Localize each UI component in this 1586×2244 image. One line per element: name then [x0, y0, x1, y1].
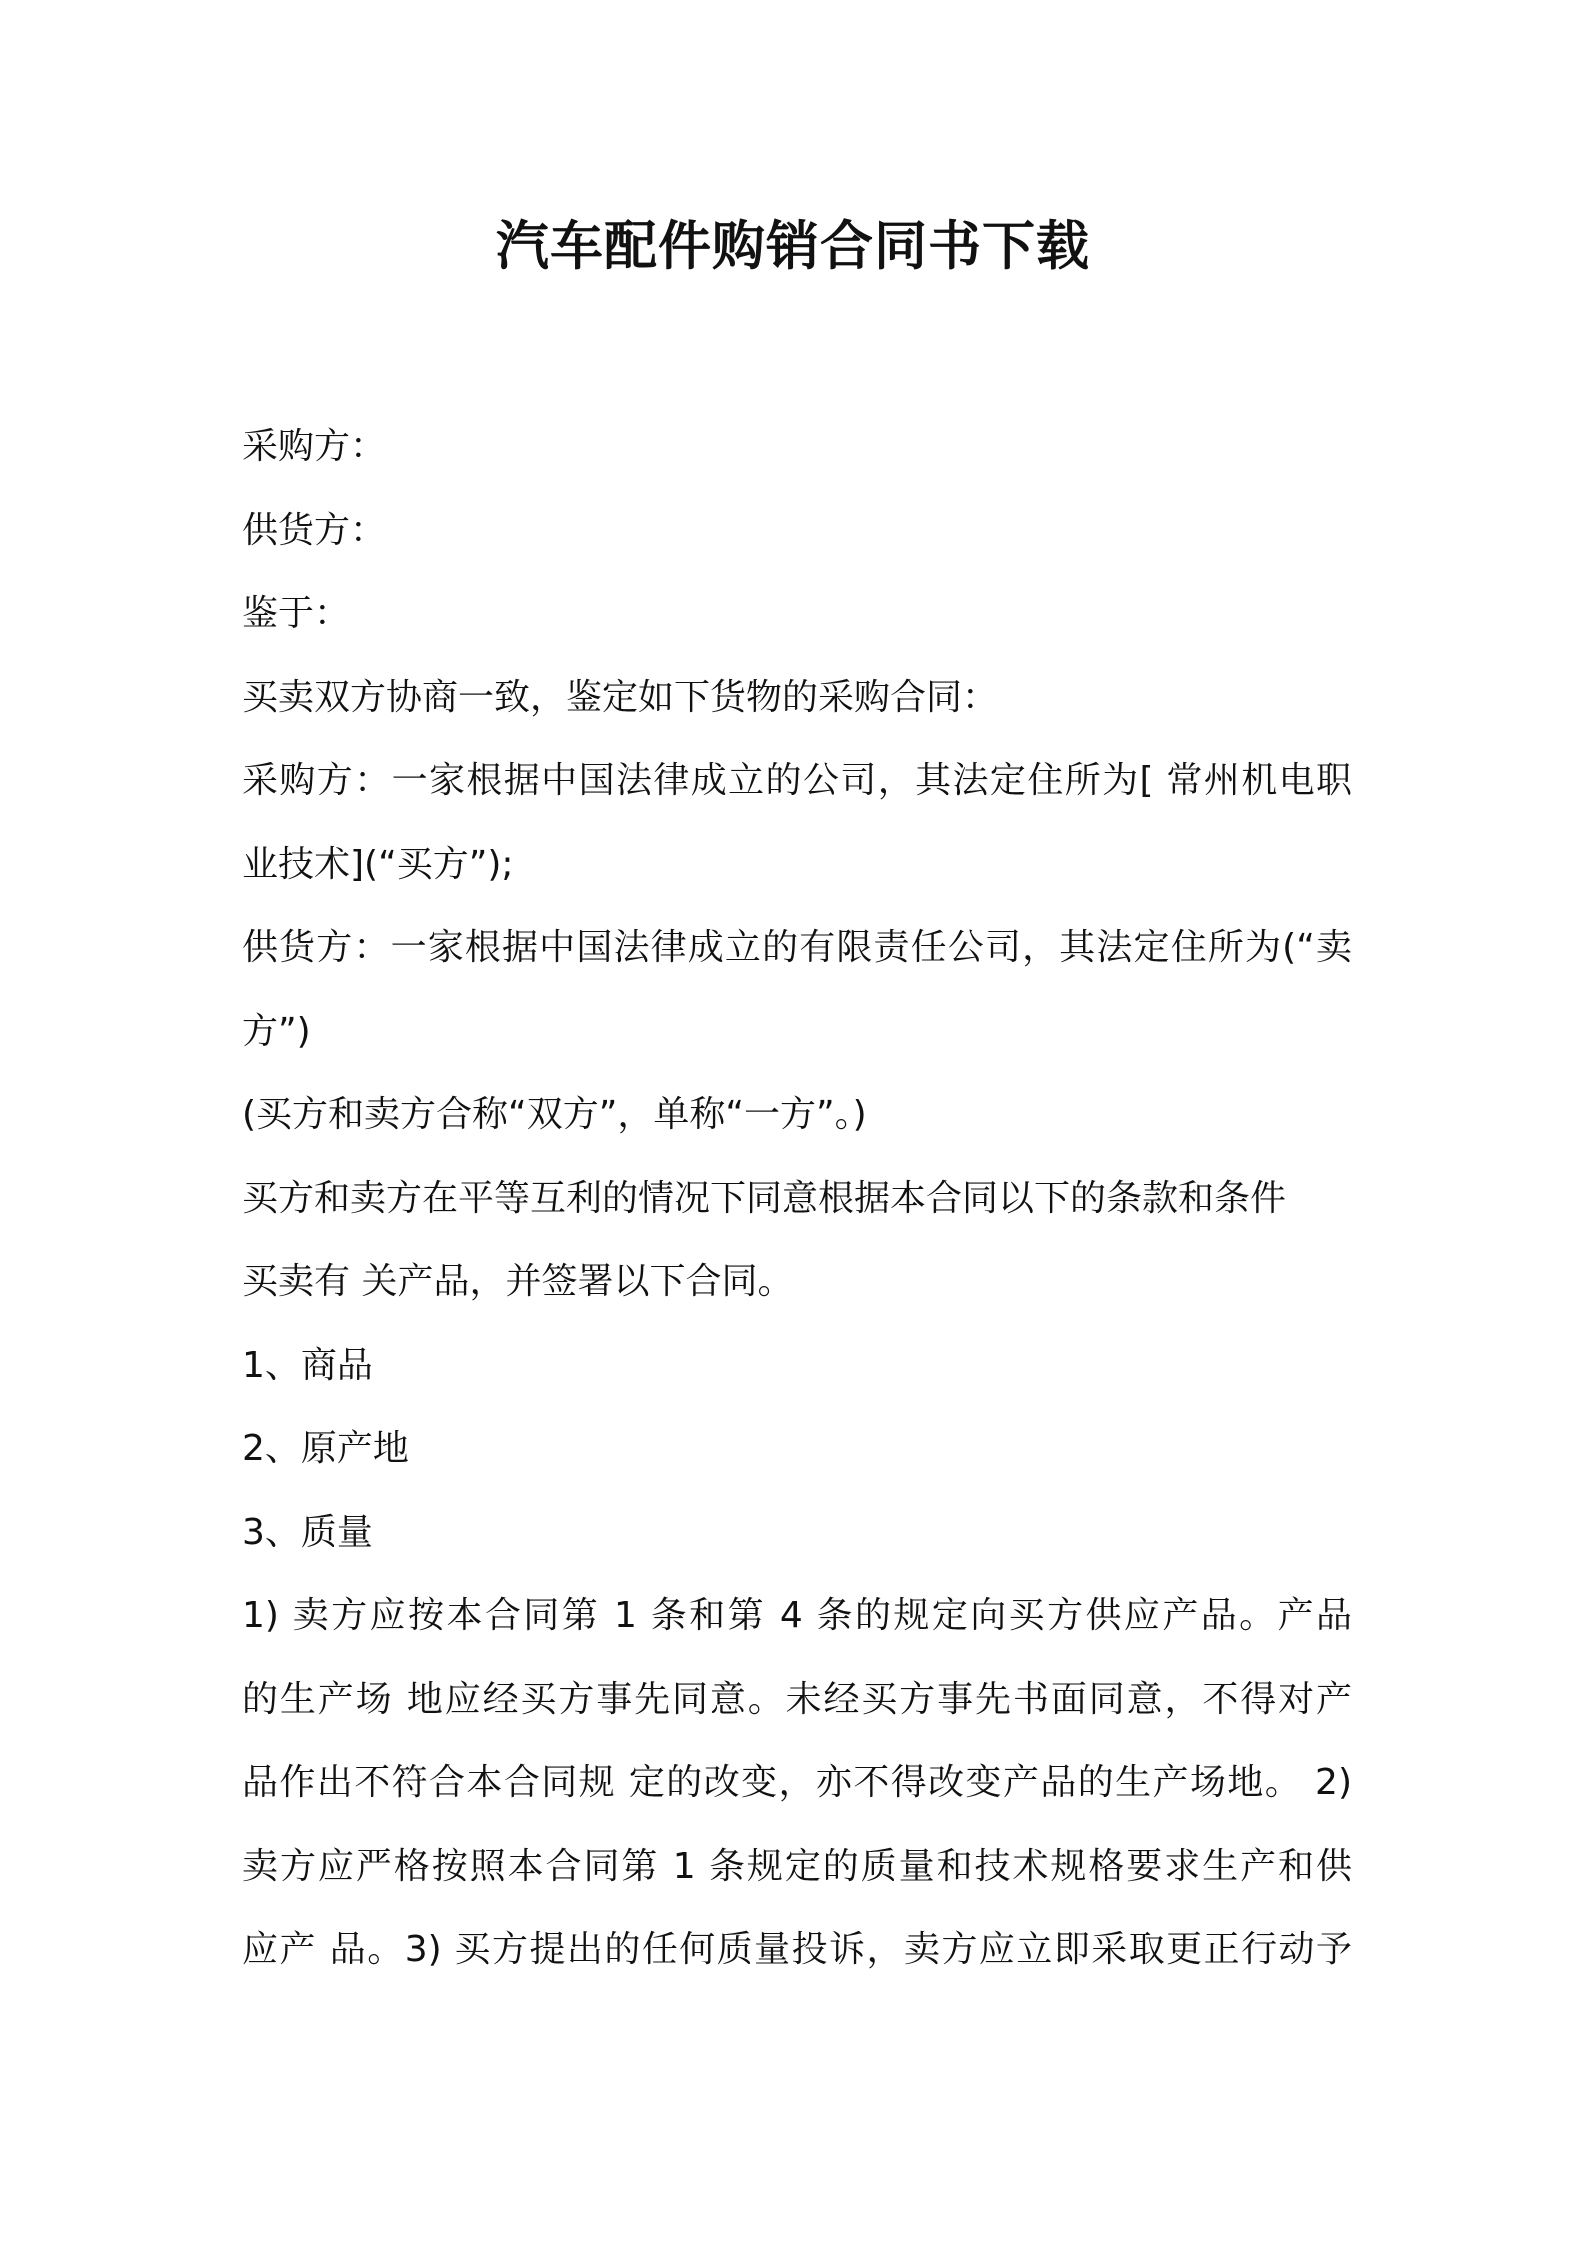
agreement-terms-line-1: 买方和卖方在平等互利的情况下同意根据本合同以下的条款和条件 [242, 1177, 1287, 1219]
document-title: 汽车配件购销合同书下载 [496, 216, 1090, 277]
whereas-line: 鉴于： [242, 593, 351, 634]
quality-clause-line-5: 应产 品。3) 买方提出的任何质量投诉，卖方应立即采取更正行动予 [242, 1929, 1352, 1970]
buyer-definition-line-2: 业技术](“买方”); [242, 843, 514, 885]
quality-clause-line-1: 1) 卖方应按本合同第 1 条和第 4 条的规定向买方供应产品。产品 [242, 1595, 1352, 1636]
supplier-definition-line-1: 供货方：一家根据中国法律成立的有限责任公司，其法定住所为(“卖 [242, 927, 1352, 968]
agreement-intro-line: 买卖双方协商一致，鉴定如下货物的采购合同： [242, 676, 999, 718]
section-origin-heading: 2、原产地 [242, 1428, 409, 1469]
agreement-terms-line-2: 买卖有 关产品，并签署以下合同。 [242, 1261, 794, 1302]
document-body [242, 405, 1352, 1992]
quality-clause-line-3: 品作出不符合本合同规 定的改变，亦不得改变产品的生产场地。 2) [242, 1762, 1352, 1803]
parties-definition-line: (买方和卖方合称“双方”，单称“一方”。) [242, 1094, 867, 1135]
supplier-definition-line-2: 方”) [242, 1010, 311, 1052]
quality-clause-line-2: 的生产场 地应经买方事先同意。未经买方事先书面同意，不得对产 [242, 1678, 1352, 1720]
buyer-definition-line-1: 采购方：一家根据中国法律成立的公司，其法定住所为[ 常州机电职 [242, 760, 1352, 801]
quality-clause-line-4: 卖方应严格按照本合同第 1 条规定的质量和技术规格要求生产和供 [242, 1845, 1352, 1887]
section-goods-heading: 1、商品 [242, 1344, 373, 1386]
supplier-label-line: 供货方： [242, 509, 387, 551]
section-quality-heading: 3、质量 [242, 1511, 373, 1553]
buyer-label-line: 采购方： [242, 426, 387, 467]
